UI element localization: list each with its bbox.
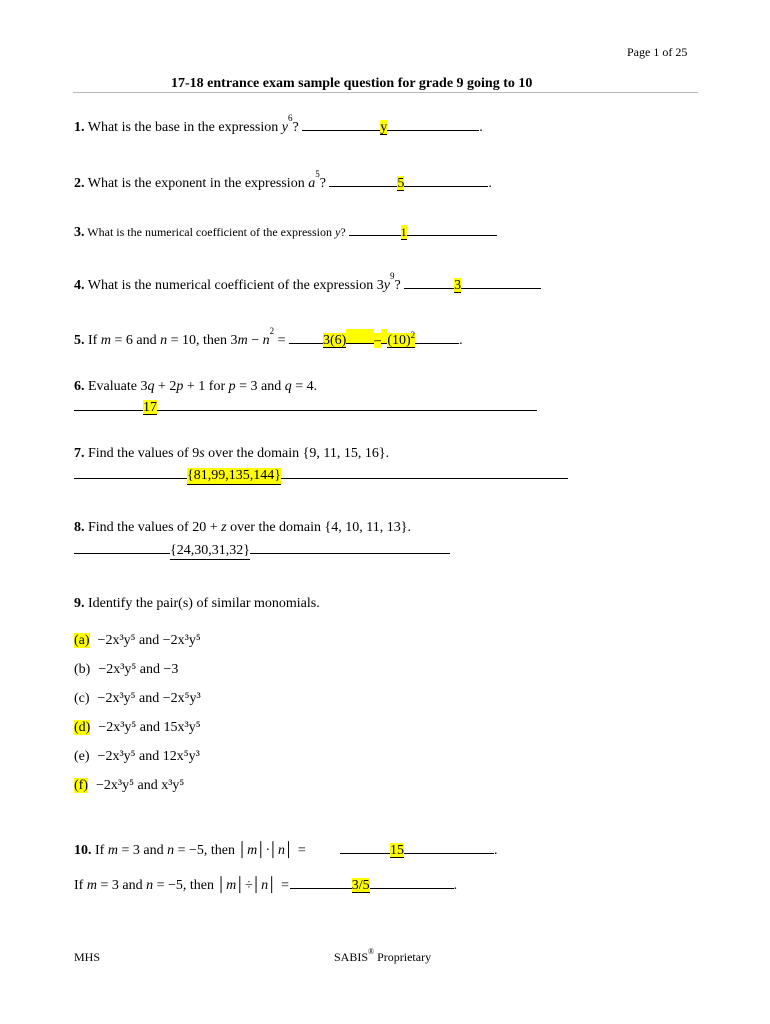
question-9: 9. Identify the pair(s) of similar monomials.: [74, 596, 320, 611]
answer-6[interactable]: 17: [143, 400, 157, 415]
answer-7[interactable]: {81,99,135,144}: [187, 468, 281, 483]
option-row[interactable]: [74, 749, 200, 765]
answer-1[interactable]: y: [380, 120, 388, 135]
question-8: 8. Find the values of 20 + z over the domain {4, 10, 11, 13}.: [74, 520, 411, 535]
footer-left: MHS: [74, 950, 101, 964]
question-7: 7. Find the values of 9s over the domain {9, 11, 15, 16}.: [74, 446, 390, 461]
question-2: 2. What is the exponent in the expression $a^5$? 5 .: [74, 169, 492, 191]
option-expression: −2x³y⁵ and 15x³y⁵: [98, 720, 201, 735]
question-10: 10. If m = 3 and n = −5, then │m│·│n│ = 15 .: [74, 839, 498, 859]
option-row[interactable]: [74, 633, 201, 649]
footer-center: SABIS® Proprietary: [334, 947, 432, 964]
answer-3[interactable]: 1: [400, 225, 407, 239]
option-label[interactable]: (d): [74, 720, 91, 735]
option-label[interactable]: (f): [74, 778, 88, 793]
question-10-part-2: If m = 3 and n = −5, then │m│÷│n│ = 3/5 .: [74, 874, 457, 894]
title-rule: [73, 92, 698, 93]
question-4: 4. What is the numerical coefficient of the expression $3y^9$? 3: [74, 274, 541, 294]
option-expression: −2x³y⁵ and −2x³y⁵: [97, 633, 201, 648]
answer-line-7: [74, 464, 568, 485]
question-1: 1. What is the base in the expression $y^6$? y .: [74, 113, 483, 135]
question-6: 6. Evaluate 3q + 2p + 1 for p = 3 and q = 4.: [74, 379, 318, 394]
answer-5a[interactable]: 3(6): [323, 333, 347, 348]
answer-line-6: [74, 396, 537, 416]
answer-5b[interactable]: $(10)^2$: [387, 330, 416, 348]
exam-title: 17-18 entrance exam sample question for grade 9 going to 10: [171, 76, 533, 91]
option-row[interactable]: [74, 691, 201, 707]
page-number: Page 1 of 25: [627, 45, 688, 59]
option-label[interactable]: (c): [74, 691, 90, 706]
option-expression: −2x³y⁵ and −3: [98, 662, 179, 677]
option-label[interactable]: (a): [74, 633, 90, 648]
answer-4[interactable]: 3: [454, 278, 462, 293]
option-label[interactable]: (b): [74, 662, 91, 677]
answer-2[interactable]: 5: [397, 176, 405, 191]
option-label[interactable]: (e): [74, 749, 90, 764]
answer-10b[interactable]: 3/5: [351, 878, 370, 893]
option-expression: −2x³y⁵ and −2x⁵y³: [97, 691, 201, 706]
answer-line-8: [74, 539, 450, 560]
question-3: 3. What is the numerical coefficient of the expression y? 1: [74, 221, 497, 241]
option-row[interactable]: [74, 720, 201, 736]
option-row[interactable]: [74, 662, 178, 678]
option-expression: −2x³y⁵ and 12x⁵y³: [97, 749, 200, 764]
question-5: 5. If m = 6 and n = 10, then $3m - n^2 = 3(6) - (10)^2$ .: [74, 326, 463, 348]
answer-10a[interactable]: 15: [390, 843, 405, 858]
answer-8[interactable]: {24,30,31,32}: [170, 543, 250, 558]
option-row[interactable]: [74, 778, 184, 794]
option-expression: −2x³y⁵ and x³y⁵: [96, 778, 185, 793]
